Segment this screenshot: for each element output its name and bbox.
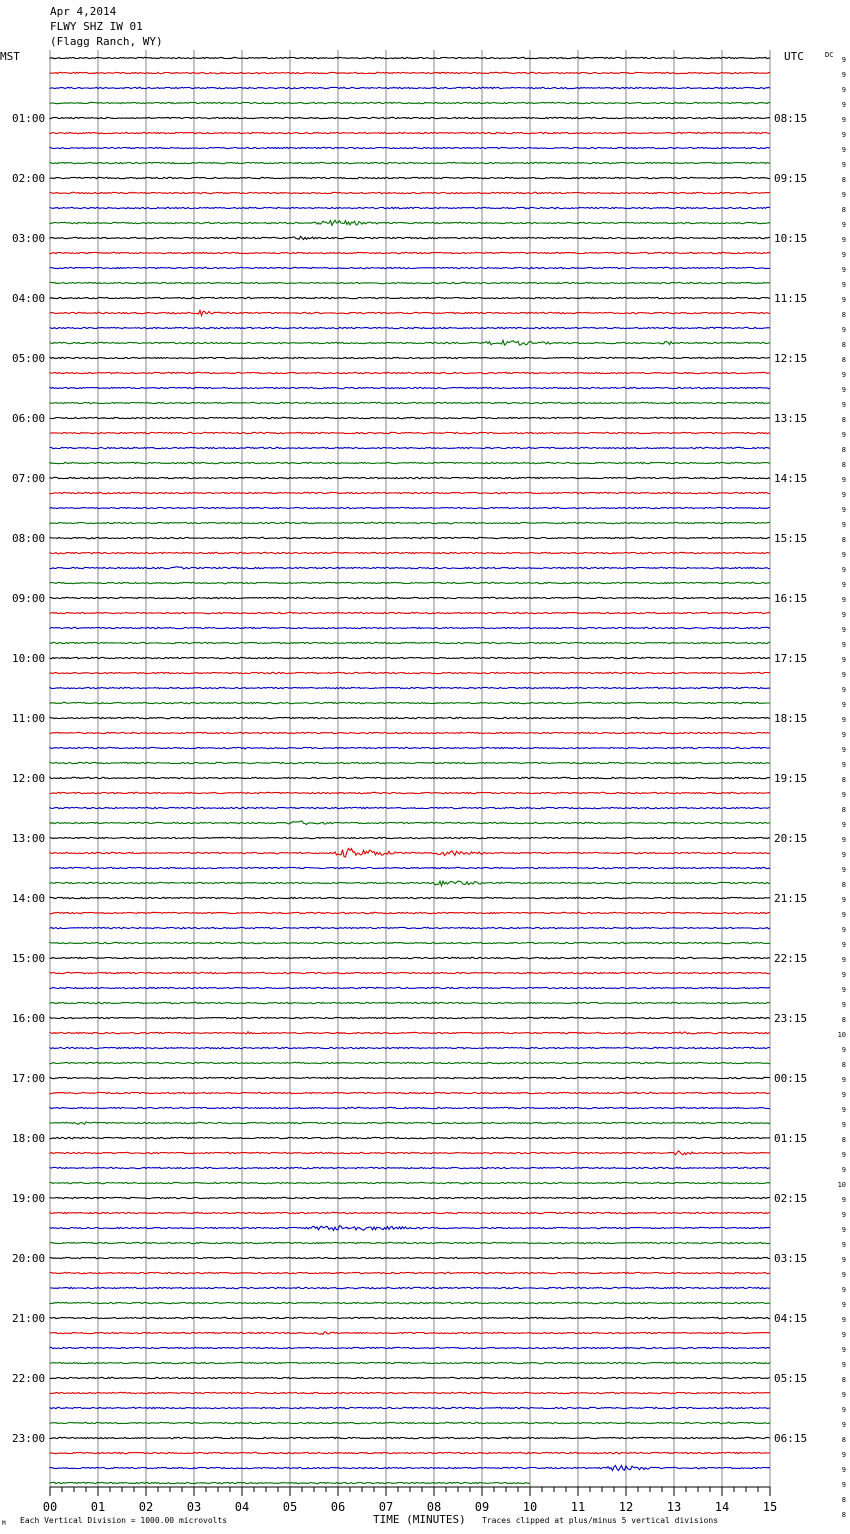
trace-line bbox=[50, 432, 770, 433]
dc-value: 9 bbox=[841, 251, 846, 259]
mst-time-label: 14:00 bbox=[12, 892, 46, 905]
dc-value: 9 bbox=[841, 1076, 846, 1084]
dc-value: 9 bbox=[841, 326, 846, 334]
dc-value: 9 bbox=[841, 476, 846, 484]
dc-value: 9 bbox=[841, 281, 846, 289]
dc-value: 9 bbox=[841, 701, 846, 709]
dc-value: 8 bbox=[841, 536, 846, 544]
dc-value: 9 bbox=[841, 296, 846, 304]
dc-value: 9 bbox=[841, 686, 846, 694]
dc-value: 8 bbox=[841, 1016, 846, 1024]
dc-value: 9 bbox=[841, 521, 846, 529]
mst-time-label: 02:00 bbox=[12, 172, 46, 185]
mst-time-label: 20:00 bbox=[12, 1252, 46, 1265]
trace-line bbox=[50, 252, 770, 253]
x-axis-title: TIME (MINUTES) bbox=[373, 1513, 466, 1526]
dc-value: 9 bbox=[841, 116, 846, 124]
x-tick-label: 15 bbox=[762, 1500, 778, 1514]
dc-value: 9 bbox=[841, 1301, 846, 1309]
mst-time-label: 11:00 bbox=[12, 712, 46, 725]
dc-value: 9 bbox=[841, 1466, 846, 1474]
dc-value: 8 bbox=[841, 461, 846, 469]
trace-line bbox=[50, 1377, 770, 1378]
trace-line bbox=[50, 912, 770, 913]
x-tick-label: 09 bbox=[474, 1500, 490, 1514]
dc-value: 9 bbox=[841, 611, 846, 619]
trace-line bbox=[50, 582, 770, 583]
dc-value: 9 bbox=[841, 1046, 846, 1054]
header-location: (Flagg Ranch, WY) bbox=[50, 35, 163, 48]
trace-line bbox=[50, 1047, 770, 1048]
x-tick-label: 05 bbox=[282, 1500, 298, 1514]
trace-line bbox=[50, 282, 770, 283]
dc-value: 9 bbox=[841, 1121, 846, 1129]
dc-value: 9 bbox=[841, 926, 846, 934]
dc-value: 8 bbox=[841, 1511, 846, 1519]
dc-value: 9 bbox=[841, 746, 846, 754]
dc-value: 9 bbox=[841, 1256, 846, 1264]
footer-clip-note: Traces clipped at plus/minus 5 vertical divisions bbox=[482, 1516, 719, 1525]
dc-value: 9 bbox=[841, 146, 846, 154]
x-tick-label: 01 bbox=[90, 1500, 106, 1514]
minute-grid bbox=[50, 50, 770, 1487]
trace-line bbox=[50, 627, 770, 628]
trace-line bbox=[50, 657, 770, 658]
trace-line bbox=[50, 612, 770, 613]
dc-value: 9 bbox=[841, 401, 846, 409]
trace-line bbox=[50, 972, 770, 973]
utc-time-label: 21:15 bbox=[774, 892, 808, 905]
dc-value: 9 bbox=[841, 1001, 846, 1009]
trace-line bbox=[50, 792, 770, 793]
dc-value: 9 bbox=[841, 1241, 846, 1249]
dc-value: 9 bbox=[841, 671, 846, 679]
x-tick-label: 04 bbox=[234, 1500, 250, 1514]
trace-line bbox=[50, 1392, 770, 1393]
dc-value: 9 bbox=[841, 491, 846, 499]
dc-value: 9 bbox=[841, 1421, 846, 1429]
trace-line bbox=[50, 1062, 770, 1063]
trace-line bbox=[50, 1212, 770, 1213]
footer-scale-note: Each Vertical Division = 1000.00 microvolts bbox=[20, 1516, 228, 1525]
dc-value: 8 bbox=[841, 1136, 846, 1144]
dc-value: 9 bbox=[841, 761, 846, 769]
mst-time-label: 01:00 bbox=[12, 112, 46, 125]
x-axis bbox=[43, 1487, 777, 1514]
utc-time-label: 05:15 bbox=[774, 1372, 808, 1385]
trace-line bbox=[50, 207, 770, 208]
dc-value: 9 bbox=[841, 1226, 846, 1234]
trace-line bbox=[50, 192, 770, 193]
trace-line bbox=[50, 1257, 770, 1258]
dc-value: 9 bbox=[841, 1271, 846, 1279]
trace-line bbox=[50, 177, 770, 178]
trace-line bbox=[50, 537, 770, 538]
trace-line bbox=[50, 492, 770, 493]
trace-line bbox=[50, 867, 770, 868]
trace-line bbox=[50, 687, 770, 688]
dc-value: 9 bbox=[841, 941, 846, 949]
dc-value: 8 bbox=[841, 416, 846, 424]
dc-value: 9 bbox=[841, 386, 846, 394]
utc-time-label: 02:15 bbox=[774, 1192, 808, 1205]
trace-line bbox=[50, 1347, 770, 1348]
dc-value: 9 bbox=[841, 1391, 846, 1399]
dc-value: 9 bbox=[841, 131, 846, 139]
trace-line bbox=[50, 1077, 770, 1078]
dc-value: 9 bbox=[841, 1451, 846, 1459]
x-tick-label: 13 bbox=[666, 1500, 682, 1514]
trace-lines bbox=[50, 57, 770, 1483]
trace-line bbox=[50, 447, 770, 448]
dc-value: 9 bbox=[841, 956, 846, 964]
utc-time-label: 13:15 bbox=[774, 412, 808, 425]
dc-values bbox=[838, 56, 846, 1519]
mst-time-label: 18:00 bbox=[12, 1132, 46, 1145]
trace-line bbox=[50, 1017, 770, 1018]
trace-line bbox=[50, 340, 770, 345]
dc-value: 9 bbox=[841, 1316, 846, 1324]
trace-line bbox=[50, 1452, 770, 1453]
corner-mark: M bbox=[2, 1520, 6, 1527]
utc-time-label: 15:15 bbox=[774, 532, 808, 545]
utc-time-label: 20:15 bbox=[774, 832, 808, 845]
dc-value: 9 bbox=[841, 71, 846, 79]
utc-time-label: 22:15 bbox=[774, 952, 808, 965]
dc-value: 9 bbox=[841, 716, 846, 724]
trace-line bbox=[50, 837, 770, 839]
trace-line bbox=[50, 310, 770, 315]
mst-time-label: 17:00 bbox=[12, 1072, 46, 1085]
dc-value: 8 bbox=[841, 776, 846, 784]
trace-line bbox=[50, 357, 770, 358]
trace-line bbox=[50, 762, 770, 763]
dc-value: 9 bbox=[841, 1406, 846, 1414]
dc-value: 9 bbox=[841, 596, 846, 604]
trace-line bbox=[50, 717, 770, 718]
trace-line bbox=[50, 987, 770, 988]
trace-line bbox=[50, 72, 770, 73]
mst-time-label: 05:00 bbox=[12, 352, 46, 365]
trace-line bbox=[50, 848, 770, 857]
trace-line bbox=[50, 732, 770, 734]
trace-line bbox=[50, 57, 770, 58]
trace-line bbox=[50, 236, 770, 239]
trace-line bbox=[50, 942, 770, 943]
mst-time-label: 15:00 bbox=[12, 952, 46, 965]
trace-line bbox=[50, 1197, 770, 1198]
utc-time-label: 04:15 bbox=[774, 1312, 808, 1325]
dc-header: DC bbox=[825, 51, 834, 59]
dc-value: 9 bbox=[841, 221, 846, 229]
dc-value: 9 bbox=[841, 506, 846, 514]
dc-value: 10 bbox=[837, 1031, 846, 1039]
trace-line bbox=[50, 1151, 770, 1155]
dc-value: 8 bbox=[841, 176, 846, 184]
trace-line bbox=[50, 1002, 770, 1003]
dc-value: 9 bbox=[841, 566, 846, 574]
utc-time-label: 03:15 bbox=[774, 1252, 808, 1265]
trace-line bbox=[50, 417, 770, 418]
utc-time-label: 01:15 bbox=[774, 1132, 808, 1145]
trace-line bbox=[50, 462, 770, 463]
trace-line bbox=[50, 1287, 770, 1288]
x-tick-label: 08 bbox=[426, 1500, 442, 1514]
trace-line bbox=[50, 1302, 770, 1303]
dc-value: 9 bbox=[841, 851, 846, 859]
dc-value: 9 bbox=[841, 866, 846, 874]
trace-line bbox=[50, 522, 770, 523]
dc-value: 9 bbox=[841, 191, 846, 199]
dc-value: 8 bbox=[841, 1436, 846, 1444]
trace-line bbox=[50, 1226, 770, 1231]
mst-time-label: 21:00 bbox=[12, 1312, 46, 1325]
trace-line bbox=[50, 507, 770, 508]
dc-value: 9 bbox=[841, 986, 846, 994]
trace-line bbox=[50, 220, 770, 225]
dc-value: 9 bbox=[841, 161, 846, 169]
trace-line bbox=[50, 1092, 770, 1093]
trace-line bbox=[50, 1332, 770, 1335]
right-tz-label: UTC bbox=[784, 50, 804, 63]
trace-line bbox=[50, 821, 770, 824]
trace-line bbox=[50, 927, 770, 928]
utc-time-label: 11:15 bbox=[774, 292, 808, 305]
mst-time-label: 03:00 bbox=[12, 232, 46, 245]
x-tick-label: 10 bbox=[522, 1500, 538, 1514]
utc-time-label: 00:15 bbox=[774, 1072, 808, 1085]
x-tick-label: 07 bbox=[378, 1500, 394, 1514]
trace-line bbox=[50, 1032, 770, 1034]
dc-value: 8 bbox=[841, 1061, 846, 1069]
dc-value: 9 bbox=[841, 1286, 846, 1294]
trace-line bbox=[50, 87, 770, 88]
trace-line bbox=[50, 267, 770, 268]
dc-value: 9 bbox=[841, 896, 846, 904]
mst-time-label: 04:00 bbox=[12, 292, 46, 305]
header-date: Apr 4,2014 bbox=[50, 5, 117, 18]
trace-line bbox=[50, 1437, 770, 1438]
dc-value: 8 bbox=[841, 881, 846, 889]
mst-labels bbox=[12, 112, 45, 1445]
dc-value: 9 bbox=[841, 551, 846, 559]
dc-value: 9 bbox=[841, 1211, 846, 1219]
utc-time-label: 08:15 bbox=[774, 112, 808, 125]
header-station: FLWY SHZ IW 01 bbox=[50, 20, 143, 33]
trace-line bbox=[50, 957, 770, 958]
mst-time-label: 10:00 bbox=[12, 652, 46, 665]
dc-value: 9 bbox=[841, 821, 846, 829]
dc-value: 9 bbox=[841, 1151, 846, 1159]
trace-line bbox=[50, 1407, 770, 1408]
dc-value: 8 bbox=[841, 806, 846, 814]
dc-value: 8 bbox=[841, 356, 846, 364]
dc-value: 9 bbox=[841, 56, 846, 64]
dc-value: 8 bbox=[841, 446, 846, 454]
dc-value: 9 bbox=[841, 1091, 846, 1099]
trace-line bbox=[50, 777, 770, 778]
trace-line bbox=[50, 897, 770, 898]
mst-time-label: 16:00 bbox=[12, 1012, 46, 1025]
dc-value: 8 bbox=[841, 206, 846, 214]
trace-line bbox=[50, 1107, 770, 1108]
trace-line bbox=[50, 747, 770, 749]
utc-time-label: 14:15 bbox=[774, 472, 808, 485]
trace-line bbox=[50, 1167, 770, 1168]
trace-line bbox=[50, 672, 770, 673]
dc-value: 9 bbox=[841, 641, 846, 649]
utc-time-label: 10:15 bbox=[774, 232, 808, 245]
dc-value: 9 bbox=[841, 101, 846, 109]
dc-value: 9 bbox=[841, 1481, 846, 1489]
trace-line bbox=[50, 1362, 770, 1363]
trace-line bbox=[50, 1422, 770, 1423]
trace-line bbox=[50, 297, 770, 298]
dc-value: 9 bbox=[841, 581, 846, 589]
mst-time-label: 07:00 bbox=[12, 472, 46, 485]
utc-time-label: 17:15 bbox=[774, 652, 808, 665]
left-tz-label: MST bbox=[0, 50, 20, 63]
trace-line bbox=[50, 102, 770, 103]
mst-time-label: 13:00 bbox=[12, 832, 46, 845]
mst-time-label: 23:00 bbox=[12, 1432, 46, 1445]
dc-value: 8 bbox=[841, 1496, 846, 1504]
utc-time-label: 16:15 bbox=[774, 592, 808, 605]
dc-value: 9 bbox=[841, 86, 846, 94]
mst-time-label: 08:00 bbox=[12, 532, 46, 545]
utc-time-label: 06:15 bbox=[774, 1432, 808, 1445]
x-tick-label: 02 bbox=[138, 1500, 154, 1514]
trace-line bbox=[50, 402, 770, 403]
x-tick-label: 00 bbox=[42, 1500, 58, 1514]
trace-line bbox=[50, 117, 770, 118]
trace-line bbox=[50, 881, 770, 886]
dc-value: 9 bbox=[841, 236, 846, 244]
trace-line bbox=[50, 477, 770, 478]
dc-value: 9 bbox=[841, 731, 846, 739]
trace-line bbox=[50, 1317, 770, 1318]
mst-time-label: 06:00 bbox=[12, 412, 46, 425]
x-tick-label: 03 bbox=[186, 1500, 202, 1514]
dc-value: 9 bbox=[841, 1196, 846, 1204]
dc-value: 9 bbox=[841, 1166, 846, 1174]
trace-line bbox=[50, 702, 770, 703]
trace-line bbox=[50, 567, 770, 569]
mst-time-label: 12:00 bbox=[12, 772, 46, 785]
dc-value: 9 bbox=[841, 431, 846, 439]
trace-line bbox=[50, 642, 770, 643]
trace-line bbox=[50, 1137, 770, 1138]
dc-value: 8 bbox=[841, 311, 846, 319]
dc-value: 8 bbox=[841, 341, 846, 349]
dc-value: 9 bbox=[841, 1331, 846, 1339]
trace-line bbox=[50, 1242, 770, 1243]
dc-value: 9 bbox=[841, 1346, 846, 1354]
trace-line bbox=[50, 147, 770, 148]
trace-line bbox=[50, 1272, 770, 1273]
trace-line bbox=[50, 1182, 770, 1183]
utc-time-label: 09:15 bbox=[774, 172, 808, 185]
mst-time-label: 22:00 bbox=[12, 1372, 46, 1385]
mst-time-label: 19:00 bbox=[12, 1192, 46, 1205]
x-tick-label: 12 bbox=[618, 1500, 634, 1514]
x-tick-label: 06 bbox=[330, 1500, 346, 1514]
utc-time-label: 19:15 bbox=[774, 772, 808, 785]
utc-time-label: 23:15 bbox=[774, 1012, 808, 1025]
dc-value: 9 bbox=[841, 1106, 846, 1114]
utc-labels bbox=[774, 112, 807, 1445]
trace-line bbox=[50, 597, 770, 599]
dc-value: 9 bbox=[841, 266, 846, 274]
trace-line bbox=[50, 132, 770, 133]
utc-time-label: 12:15 bbox=[774, 352, 808, 365]
trace-line bbox=[50, 162, 770, 163]
dc-value: 9 bbox=[841, 656, 846, 664]
dc-value: 9 bbox=[841, 971, 846, 979]
dc-value: 9 bbox=[841, 371, 846, 379]
dc-value: 8 bbox=[841, 1376, 846, 1384]
trace-line bbox=[50, 552, 770, 553]
dc-value: 9 bbox=[841, 911, 846, 919]
utc-time-label: 18:15 bbox=[774, 712, 808, 725]
x-tick-label: 14 bbox=[714, 1500, 730, 1514]
trace-line bbox=[50, 387, 770, 388]
dc-value: 9 bbox=[841, 791, 846, 799]
x-tick-label: 11 bbox=[570, 1500, 586, 1514]
trace-line bbox=[50, 1122, 770, 1124]
dc-value: 9 bbox=[841, 1361, 846, 1369]
mst-time-label: 09:00 bbox=[12, 592, 46, 605]
trace-line bbox=[50, 372, 770, 373]
trace-line bbox=[50, 807, 770, 808]
dc-value: 9 bbox=[841, 626, 846, 634]
trace-line bbox=[50, 1466, 770, 1471]
dc-value: 9 bbox=[841, 836, 846, 844]
dc-value: 10 bbox=[837, 1181, 846, 1189]
trace-line bbox=[50, 327, 770, 328]
